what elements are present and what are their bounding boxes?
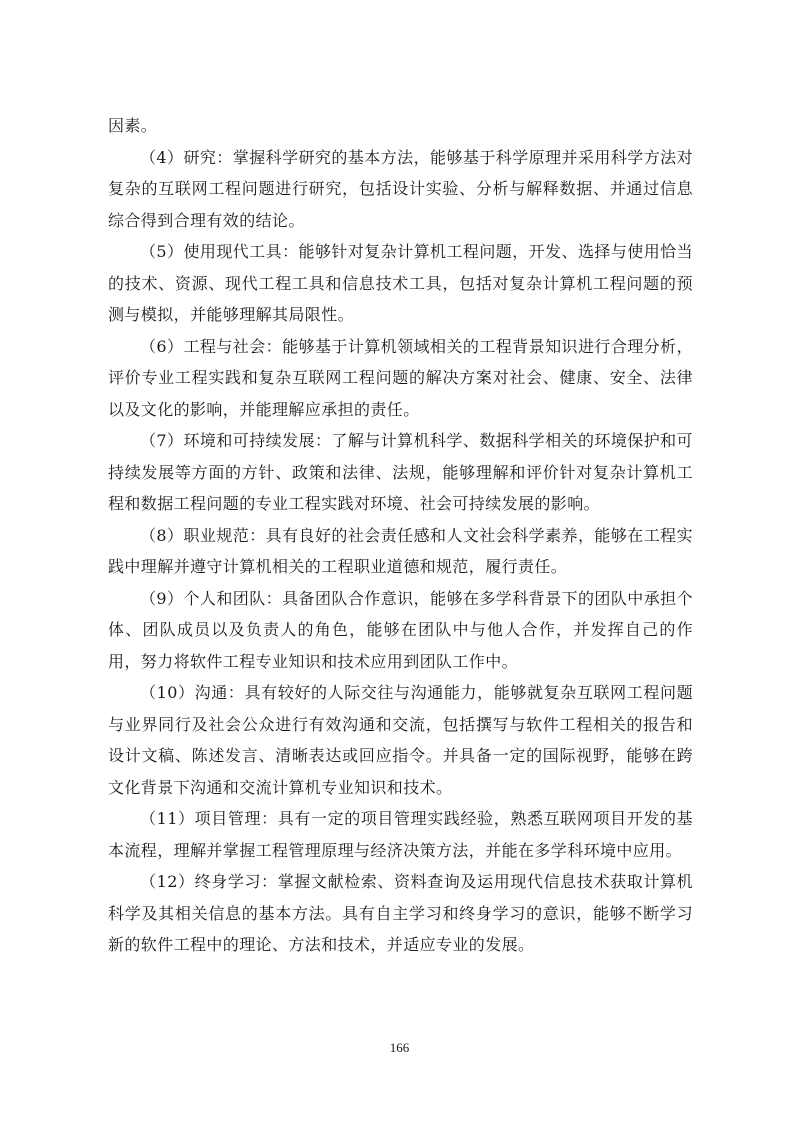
continuation-text: 因素。 — [108, 116, 158, 135]
page-number: 166 — [389, 1040, 410, 1055]
page-body — [108, 110, 693, 961]
requirement-communication: （10）沟通：具有较好的人际交往与沟通能力，能够就复杂互联网工程问题与业界同行及社会公众进行有效沟通和交流，包括撰写与软件工程相关的报告和设计文稿、陈述发言、清晰表达或回应指令。并具备一定的国际视野，能够在跨文化背景下沟通和交流计算机专业知识和技术。 — [108, 683, 693, 797]
requirement-professional-norms: （8）职业规范：具有良好的社会责任感和人文社会科学素养，能够在工程实践中理解并遵守计算机相关的工程职业道德和规范，履行责任。 — [108, 525, 693, 576]
requirement-engineering-society: （6）工程与社会：能够基于计算机领域相关的工程背景知识进行合理分析，评价专业工程实践和复杂互联网工程问题的解决方案对社会、健康、安全、法律以及文化的影响，并能理解应承担的责任。 — [108, 336, 693, 419]
requirement-research: （4）研究：掌握科学研究的基本方法，能够基于科学原理并采用科学方法对复杂的互联网工程问题进行研究，包括设计实验、分析与解释数据、并通过信息综合得到合理有效的结论。 — [108, 147, 693, 230]
requirement-sustainability: （7）环境和可持续发展：了解与计算机科学、数据科学相关的环境保护和可持续发展等方面的方针、政策和法律、法规，能够理解和评价针对复杂计算机工程和数据工程问题的专业工程实践对环境、社会可持续发展的影响。 — [108, 431, 693, 513]
requirement-lifelong-learning: （12）终身学习：掌握文献检索、资料查询及运用现代信息技术获取计算机科学及其相关信息的基本方法。具有自主学习和终身学习的意识，能够不断学习新的软件工程中的理论、方法和技术，并适应专业的发展。 — [108, 872, 693, 954]
requirement-modern-tools: （5）使用现代工具：能够针对复杂计算机工程问题，开发、选择与使用恰当的技术、资源、现代工程工具和信息技术工具，包括对复杂计算机工程问题的预测与模拟，并能够理解其局限性。 — [108, 242, 693, 324]
requirement-project-management: （11）项目管理：具有一定的项目管理实践经验，熟悉互联网项目开发的基本流程，理解并掌握工程管理原理与经济决策方法，并能在多学科环境中应用。 — [108, 809, 693, 860]
requirement-teamwork: （9）个人和团队：具备团队合作意识，能够在多学科背景下的团队中承担个体、团队成员以及负责人的角色，能够在团队中与他人合作，并发挥自己的作用，努力将软件工程专业知识和技术应用到团队工作中。 — [108, 588, 693, 671]
